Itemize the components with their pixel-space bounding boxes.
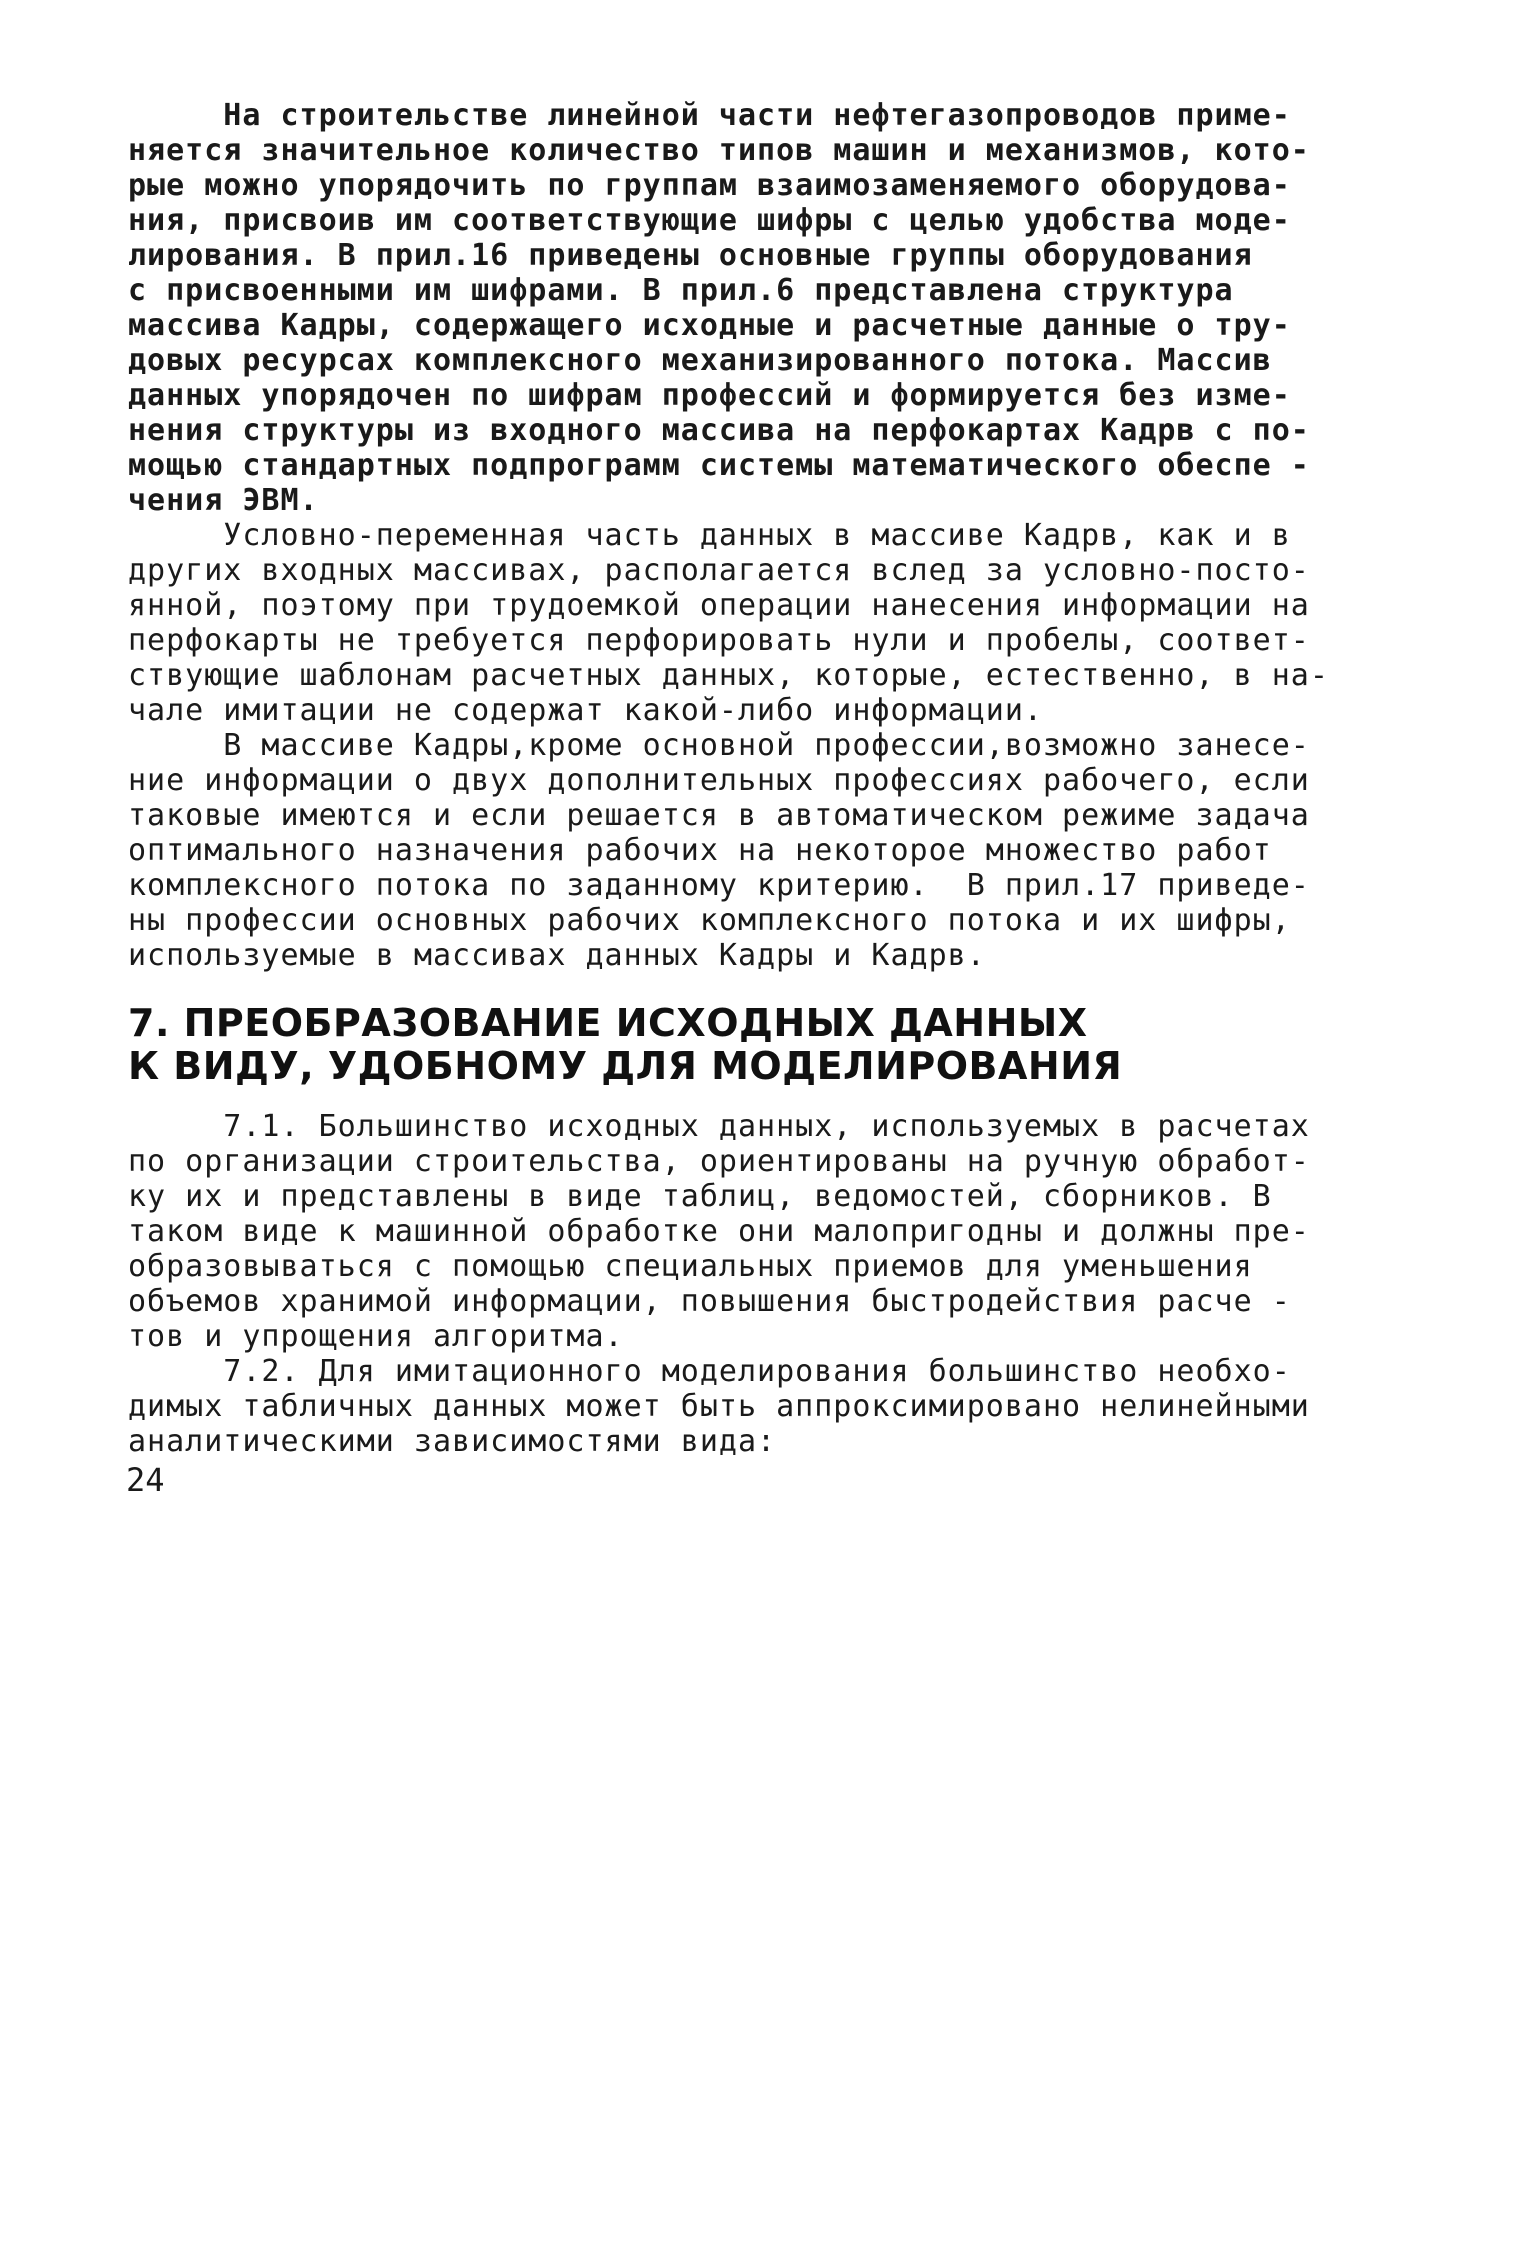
paragraph-4-line: ку их и представлены в виде таблиц, ведомостей, сборников. В	[128, 1179, 1272, 1214]
paragraph-4-line: таком виде к машинной обработке они малопригодны и должны пре-	[128, 1214, 1310, 1249]
paragraph-1-line: чения ЭВМ.	[128, 483, 319, 518]
paragraph-4-line: тов и упрощения алгоритма.	[128, 1319, 624, 1354]
paragraph-3-line: В массиве Кадры,кроме основной профессии,возможно занесе-	[128, 728, 1310, 763]
paragraph-3-line: ны профессии основных рабочих комплексного потока и их шифры,	[128, 903, 1291, 938]
paragraph-5-line: димых табличных данных может быть аппроксимировано нелинейными	[128, 1389, 1310, 1424]
paragraph-4-line: объемов хранимой информации, повышения быстродействия расче -	[128, 1284, 1291, 1319]
paragraph-2-line: Условно-переменная часть данных в массиве Кадрв, как и в	[128, 518, 1291, 553]
paragraph-5-line: аналитическими зависимостями вида:	[128, 1424, 777, 1459]
paragraph-1-line: рые можно упорядочить по группам взаимозаменяемого оборудова-	[128, 168, 1291, 203]
paragraph-1-line: няется значительное количество типов машин и механизмов, кото-	[128, 133, 1310, 168]
paragraph-1-line: довых ресурсах комплексного механизированного потока. Массив	[128, 343, 1272, 378]
paragraph-3-line: используемые в массивах данных Кадры и Кадрв.	[128, 938, 986, 973]
paragraph-1-line: ния, присвоив им соответствующие шифры с целью удобства моде-	[128, 203, 1291, 238]
paragraph-3-line: комплексного потока по заданному критерию. В прил.17 приведе-	[128, 868, 1310, 903]
heading-line-2: К ВИДУ, УДОБНОМУ ДЛЯ МОДЕЛИРОВАНИЯ	[128, 1044, 1123, 1088]
paragraph-2-line: янной, поэтому при трудоемкой операции нанесения информации на	[128, 588, 1310, 623]
paragraph-1-line: мощью стандартных подпрограмм системы математического обеспе -	[128, 448, 1310, 483]
page-number: 24	[126, 1461, 165, 1499]
heading-line-1: 7. ПРЕОБРАЗОВАНИЕ ИСХОДНЫХ ДАННЫХ	[128, 1001, 1088, 1045]
paragraph-3-line: ние информации о двух дополнительных профессиях рабочего, если	[128, 763, 1310, 798]
paragraph-1-line: нения структуры из входного массива на перфокартах Кадрв с по-	[128, 413, 1310, 448]
paragraph-2-line: других входных массивах, располагается вслед за условно-посто-	[128, 553, 1310, 588]
paragraph-2-line: перфокарты не требуется перфорировать нули и пробелы, соответ-	[128, 623, 1310, 658]
paragraph-2-line: ствующие шаблонам расчетных данных, которые, естественно, в на-	[128, 658, 1329, 693]
paragraph-3-line: таковые имеются и если решается в автоматическом режиме задача	[128, 798, 1310, 833]
paragraph-1-line: лирования. В прил.16 приведены основные группы оборудования	[128, 238, 1253, 273]
paragraph-1-line: массива Кадры, содержащего исходные и расчетные данные о тру-	[128, 308, 1291, 343]
paragraph-3-line: оптимального назначения рабочих на некоторое множество работ	[128, 833, 1272, 868]
paragraph-4-line: по организации строительства, ориентированы на ручную обработ-	[128, 1144, 1310, 1179]
paragraph-5-line: 7.2. Для имитационного моделирования большинство необхо-	[128, 1354, 1291, 1389]
paragraph-2-line: чале имитации не содержат какой-либо информации.	[128, 693, 1043, 728]
paragraph-4-line: образовываться с помощью специальных приемов для уменьшения	[128, 1249, 1253, 1284]
paragraph-1-line: с присвоенными им шифрами. В прил.6 представлена структура	[128, 273, 1234, 308]
paragraph-1-line: На строительстве линейной части нефтегазопроводов приме-	[128, 98, 1291, 133]
paragraph-4-line: 7.1. Большинство исходных данных, используемых в расчетах	[128, 1109, 1310, 1144]
paragraph-1-line: данных упорядочен по шифрам профессий и формируется без изме-	[128, 378, 1291, 413]
